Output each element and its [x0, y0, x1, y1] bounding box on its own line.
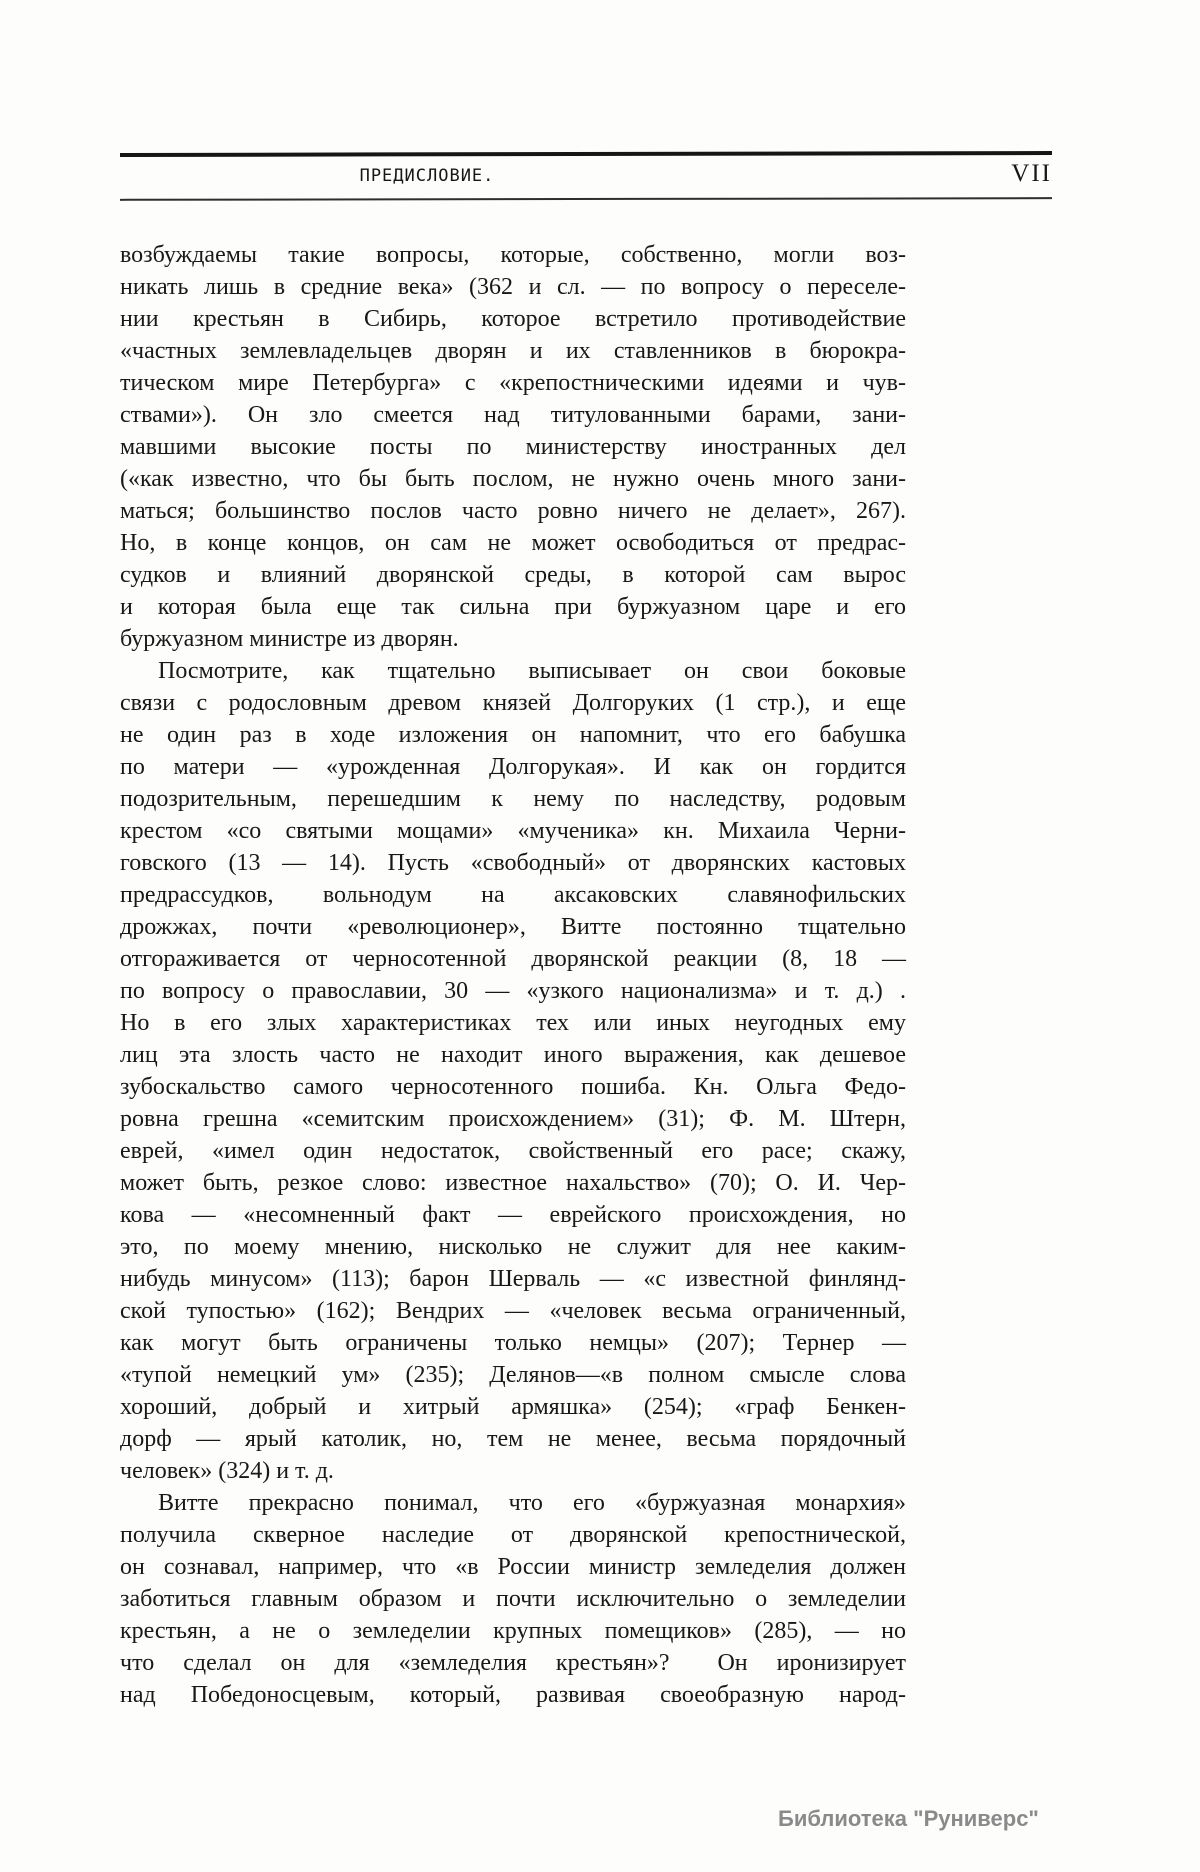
page-number: VII	[1011, 160, 1052, 187]
text-line: нии крестьян в Сибирь, которое встретило противодействие	[120, 306, 906, 332]
text-line: зубоскальство самого черносотенного пошиба. Кн. Ольга Федо-	[120, 1074, 906, 1100]
text-line: отгораживается от черносотенной дворянской реакции (8, 18 —	[120, 946, 906, 972]
text-line: говского (13 — 14). Пусть «свободный» от дворянских кастовых	[120, 850, 906, 876]
text-line: судков и влияний дворянской среды, в которой сам вырос	[120, 562, 906, 588]
text-line: связи с родословным древом князей Долгоруких (1 стр.), и еще	[120, 690, 906, 716]
text-line: по матери — «урожденная Долгорукая». И как он гордится	[120, 754, 906, 780]
header-rule-bottom	[120, 197, 1052, 201]
text-line: ровна грешна «семитским происхождением» (31); Ф. М. Штерн,	[120, 1106, 906, 1132]
text-line: Но в его злых характеристиках тех или иных неугодных ему	[120, 1010, 906, 1036]
text-line: ской тупостью» (162); Вендрих — «человек весьма ограниченный,	[120, 1298, 906, 1324]
text-line: подозрительным, перешедшим к нему по наследству, родовым	[120, 786, 906, 812]
text-line: как могут быть ограничены только немцы» (207); Тернер —	[120, 1330, 906, 1356]
text-line: еврей, «имел один недостаток, свойственный его расе; скажу,	[120, 1138, 906, 1164]
text-line: он сознавал, например, что «в России министр земледелия должен	[120, 1554, 906, 1580]
text-line: и которая была еще так сильна при буржуазном царе и его	[120, 594, 906, 620]
header-rule-top	[120, 151, 1052, 157]
body-text	[120, 239, 906, 1711]
text-line: получила скверное наследие от дворянской крепостнической,	[120, 1522, 906, 1548]
text-line: буржуазном министре из дворян.	[120, 626, 459, 652]
text-line: Но, в конце концов, он сам не может освободиться от предрас-	[120, 530, 906, 556]
text-line: может быть, резкое слово: известное нахальство» (70); О. И. Чер-	[120, 1170, 906, 1196]
text-line: человек» (324) и т. д.	[120, 1458, 334, 1484]
text-line: над Победоносцевым, который, развивая своеобразную народ-	[120, 1682, 906, 1708]
text-line: хороший, добрый и хитрый армяшка» (254); «граф Бенкен-	[120, 1394, 906, 1420]
text-line: тическом мире Петербурга» с «крепостническими идеями и чув-	[120, 370, 906, 396]
text-line: не один раз в ходе изложения он напомнит, что его бабушка	[120, 722, 906, 748]
text-line: нибудь минусом» (113); барон Шерваль — «с известной финлянд-	[120, 1266, 906, 1292]
text-line: кова — «несомненный факт — еврейского происхождения, но	[120, 1202, 906, 1228]
text-line: «тупой немецкий ум» (235); Делянов—«в полном смысле слова	[120, 1362, 906, 1388]
running-head-title: ПРЕДИСЛОВИЕ.	[359, 166, 495, 186]
text-line: дорф — ярый католик, но, тем не менее, весьма порядочный	[120, 1426, 906, 1452]
text-line: по вопросу о православии, 30 — «узкого национализма» и т. д.) .	[120, 978, 906, 1004]
text-line: маться; большинство послов часто ровно ничего не делает», 267).	[120, 498, 906, 524]
text-line: никать лишь в средние века» (362 и сл. — по вопросу о переселе-	[120, 274, 906, 300]
paragraph	[120, 655, 906, 1487]
text-line: предрассудков, вольнодум на аксаковских славянофильских	[120, 882, 906, 908]
text-line: крестом «со святыми мощами» «мученика» кн. Михаила Черни-	[120, 818, 906, 844]
text-line: крестьян, а не о земледелии крупных помещиков» (285), — но	[120, 1618, 906, 1644]
text-line: («как известно, что бы быть послом, не нужно очень много зани-	[120, 466, 906, 492]
text-line: что сделал он для «земледелия крестьян»? Он иронизирует	[120, 1650, 906, 1676]
text-line: Витте прекрасно понимал, что его «буржуазная монархия»	[158, 1490, 906, 1516]
text-line: лиц эта злость часто не находит иного выражения, как дешевое	[120, 1042, 906, 1068]
text-line: ствами»). Он зло смеется над титулованными барами, зани-	[120, 402, 906, 428]
text-line: возбуждаемы такие вопросы, которые, собственно, могли воз-	[120, 242, 906, 268]
text-line: Посмотрите, как тщательно выписывает он свои боковые	[158, 658, 906, 684]
library-watermark: Библиотека "Руниверс"	[778, 1806, 1039, 1831]
paragraph	[120, 239, 906, 655]
text-line: дрожжах, почти «революционер», Витте постоянно тщательно	[120, 914, 906, 940]
text-line: заботиться главным образом и почти исключительно о земледелии	[120, 1586, 906, 1612]
paragraph	[120, 1487, 906, 1711]
text-line: это, по моему мнению, нисколько не служит для нее каким-	[120, 1234, 906, 1260]
text-line: «частных землевладельцев дворян и их ставленников в бюрокра-	[120, 338, 906, 364]
text-line: мавшими высокие посты по министерству иностранных дел	[120, 434, 906, 460]
